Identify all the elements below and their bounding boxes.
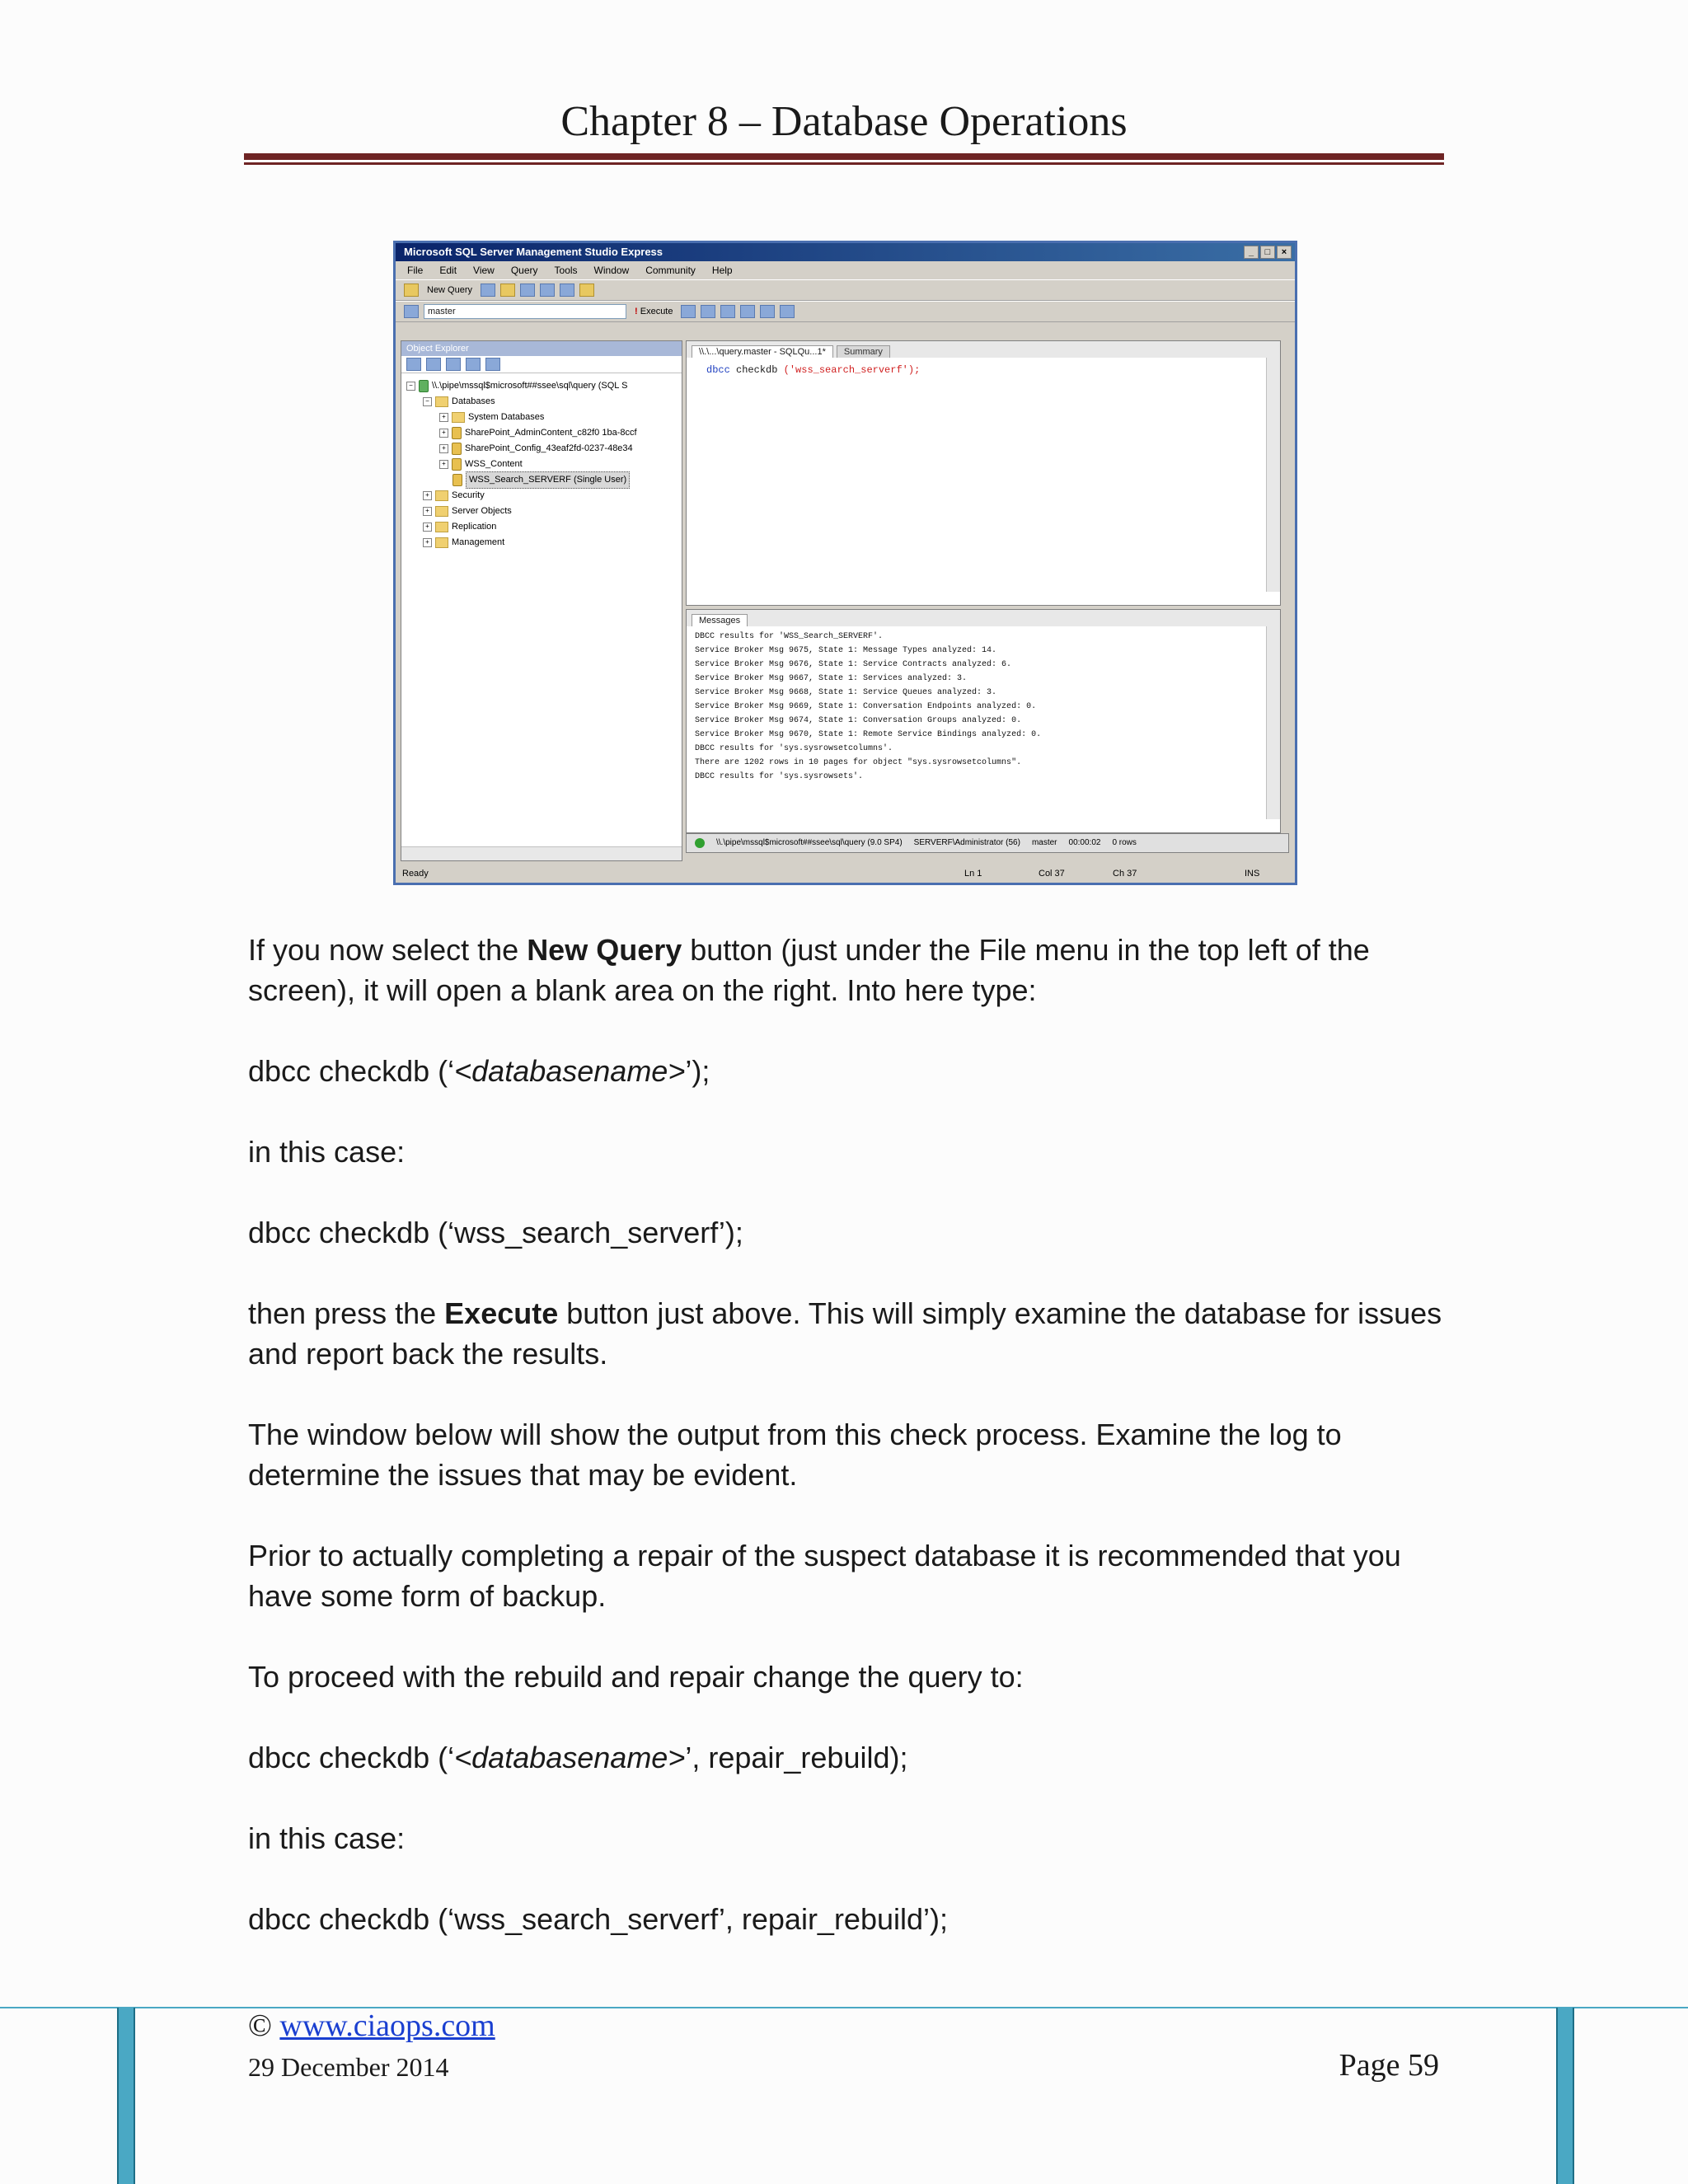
text: dbcc checkdb (‘ xyxy=(248,1741,455,1774)
vertical-scrollbar[interactable] xyxy=(1266,358,1280,592)
server-icon xyxy=(419,380,429,392)
bold-text: Execute xyxy=(444,1296,559,1330)
bold-text: New Query xyxy=(527,933,682,967)
expand-icon[interactable]: + xyxy=(423,538,432,547)
expand-icon[interactable]: + xyxy=(439,444,448,453)
tree-item-label: SharePoint_Config_43eaf2fd-0237-48e34 xyxy=(465,443,633,453)
command-template xyxy=(248,1051,1451,1091)
status-elapsed: 00:00:02 xyxy=(1068,838,1101,847)
menu-window[interactable]: Window xyxy=(593,265,630,276)
database-icon xyxy=(452,427,462,439)
tree-item-label: System Databases xyxy=(468,412,545,422)
message-line: DBCC results for 'WSS_Search_SERVERF'. xyxy=(695,632,884,641)
toolbar-icon[interactable] xyxy=(760,305,775,318)
tree-item-selected[interactable] xyxy=(401,472,682,488)
code-command: checkdb xyxy=(736,364,778,376)
object-explorer xyxy=(401,340,682,861)
tree-item[interactable] xyxy=(401,394,682,410)
tree-item-label: Management xyxy=(452,537,505,547)
sql-editor-toolbar xyxy=(396,301,1295,322)
status-ins: INS xyxy=(1245,869,1260,879)
database-icon xyxy=(452,458,462,471)
tree-item[interactable] xyxy=(401,425,682,441)
expand-icon[interactable]: + xyxy=(439,460,448,469)
tree-item-label: SharePoint_AdminContent_c82f0 1ba-8ccf xyxy=(465,428,637,438)
status-rows: 0 rows xyxy=(1112,838,1137,847)
save-all-icon[interactable] xyxy=(540,284,555,297)
window-titlebar xyxy=(396,243,1295,261)
paragraph-backup: Prior to actually completing a repair of the suspect database it is recommended that you have some form of backup. xyxy=(248,1539,1401,1613)
menu-edit[interactable]: Edit xyxy=(439,265,457,276)
results-tabs xyxy=(687,610,1280,626)
paragraph-execute xyxy=(248,1293,1451,1374)
tab-query[interactable]: \\.\...\query.master - SQLQu...1* xyxy=(692,345,833,358)
menu-file[interactable]: File xyxy=(407,265,424,276)
command-example: dbcc checkdb (‘wss_search_serverf’); xyxy=(248,1216,743,1249)
tree-item[interactable] xyxy=(401,378,682,394)
header-rule xyxy=(244,153,1444,160)
footer-copyright xyxy=(248,2008,495,2044)
vertical-scrollbar[interactable] xyxy=(1266,626,1280,819)
object-tree xyxy=(401,373,682,551)
query-code[interactable] xyxy=(687,358,1280,382)
window-title: Microsoft SQL Server Management Studio Express xyxy=(404,246,663,258)
database-icon xyxy=(452,443,462,455)
tree-item[interactable] xyxy=(401,410,682,425)
parse-icon[interactable] xyxy=(681,305,696,318)
query-editor[interactable] xyxy=(686,340,1281,606)
header-rule-thin xyxy=(244,162,1444,165)
text: ’); xyxy=(685,1054,710,1088)
toolbar-icon[interactable] xyxy=(560,284,574,297)
maximize-icon[interactable]: □ xyxy=(1260,246,1275,259)
window-controls xyxy=(1244,246,1292,259)
footer-bar-right xyxy=(1556,2008,1574,2184)
folder-icon xyxy=(435,522,448,532)
code-string: ('wss_search_serverf'); xyxy=(783,364,921,376)
footer-date: 29 December 2014 xyxy=(248,2052,449,2082)
status-col: Col 37 xyxy=(1039,869,1065,879)
database-icon xyxy=(452,474,462,486)
tree-item-label: Databases xyxy=(452,396,495,406)
execute-label: Execute xyxy=(640,307,673,316)
command-repair-template xyxy=(248,1737,1451,1778)
website-link[interactable]: www.ciaops.com xyxy=(279,2008,495,2043)
connect-icon[interactable] xyxy=(406,358,421,371)
messages-pane xyxy=(686,609,1281,833)
folder-icon xyxy=(452,412,465,423)
tree-item[interactable] xyxy=(401,457,682,472)
italic-text: <databasename> xyxy=(454,1054,686,1088)
minimize-icon[interactable]: _ xyxy=(1244,246,1259,259)
expand-icon[interactable]: + xyxy=(423,523,432,532)
folder-icon xyxy=(435,506,448,517)
message-line: DBCC results for 'sys.sysrowsets'. xyxy=(695,772,864,781)
text: button (just under the File menu in the top left of the screen), it will open a blank area on the right. Into here type: xyxy=(248,933,1370,1007)
save-icon[interactable] xyxy=(520,284,535,297)
tree-item-label: Replication xyxy=(452,522,497,532)
menu-query[interactable]: Query xyxy=(510,265,538,276)
expand-icon[interactable]: + xyxy=(439,429,448,438)
tree-item-label: WSS_Search_SERVERF (Single User) xyxy=(466,471,630,489)
copyright-symbol: © xyxy=(248,2008,272,2043)
tree-item[interactable] xyxy=(401,441,682,457)
text: ’, repair_rebuild); xyxy=(685,1741,908,1774)
message-line: Service Broker Msg 9667, State 1: Services analyzed: 3. xyxy=(695,674,968,683)
ssms-screenshot xyxy=(393,241,1297,885)
database-select[interactable]: master xyxy=(424,304,626,319)
disconnect-icon[interactable] xyxy=(426,358,441,371)
editor-tabs xyxy=(687,341,1280,358)
folder-icon xyxy=(435,537,448,548)
folder-icon xyxy=(435,490,448,501)
expand-icon[interactable]: + xyxy=(439,413,448,422)
object-explorer-title: Object Explorer xyxy=(401,341,682,356)
text: button just above. This will simply examine the database for issues and report back the results. xyxy=(248,1296,1442,1371)
tab-summary[interactable]: Summary xyxy=(837,345,890,358)
status-user: SERVERF\Administrator (56) xyxy=(913,838,1020,847)
cancel-query-icon[interactable] xyxy=(701,305,715,318)
menu-bar xyxy=(396,261,1295,279)
toolbar-icon[interactable] xyxy=(740,305,755,318)
new-query-button[interactable]: New Query xyxy=(427,285,473,295)
toolbar-icon[interactable] xyxy=(780,305,795,318)
menu-community[interactable]: Community xyxy=(645,265,696,276)
status-bar xyxy=(396,865,1295,883)
collapse-icon[interactable]: − xyxy=(423,397,432,406)
paragraph-proceed: To proceed with the rebuild and repair change the query to: xyxy=(248,1660,1024,1694)
message-line: Service Broker Msg 9670, State 1: Remote Service Bindings analyzed: 0. xyxy=(695,730,1042,739)
menu-tools[interactable]: Tools xyxy=(554,265,578,276)
text: dbcc checkdb (‘ xyxy=(248,1054,455,1088)
status-line: Ln 1 xyxy=(964,869,982,879)
horizontal-scrollbar[interactable] xyxy=(401,846,682,860)
stop-icon[interactable] xyxy=(446,358,461,371)
refresh-icon[interactable] xyxy=(466,358,481,371)
menu-view[interactable]: View xyxy=(473,265,495,276)
paragraph-new-query xyxy=(248,930,1451,1010)
message-output xyxy=(687,626,1280,823)
status-ch: Ch 37 xyxy=(1113,869,1137,879)
tab-messages[interactable]: Messages xyxy=(692,614,748,626)
paragraph-in-this-case: in this case: xyxy=(248,1135,406,1169)
filter-icon[interactable] xyxy=(485,358,500,371)
open-file-icon[interactable] xyxy=(481,284,495,297)
folder-icon xyxy=(435,396,448,407)
status-connection: \\.\pipe\mssql$microsoft##ssee\sql\query (9.0 SP4) xyxy=(716,838,903,847)
chapter-title: Chapter 8 – Database Operations xyxy=(560,98,1128,145)
text: If you now select the xyxy=(248,933,528,967)
command-repair-example: dbcc checkdb (‘wss_search_serverf’, repair_rebuild’); xyxy=(248,1902,949,1936)
tree-item[interactable] xyxy=(401,519,682,535)
message-line: Service Broker Msg 9674, State 1: Conversation Groups analyzed: 0. xyxy=(695,716,1022,725)
tree-item[interactable] xyxy=(401,488,682,504)
message-line: Service Broker Msg 9668, State 1: Service Queues analyzed: 3. xyxy=(695,688,997,697)
new-query-icon xyxy=(404,284,419,297)
message-line: DBCC results for 'sys.sysrowsetcolumns'. xyxy=(695,744,893,753)
paragraph-output: The window below will show the output from this check process. Examine the log to determine the issues that may be evident. xyxy=(248,1418,1342,1492)
page-number: Page 59 xyxy=(1339,2048,1439,2083)
tree-item[interactable] xyxy=(401,504,682,519)
message-line: Service Broker Msg 9669, State 1: Conversation Endpoints analyzed: 0. xyxy=(695,702,1037,711)
close-icon[interactable]: × xyxy=(1277,246,1292,259)
message-line: There are 1202 rows in 10 pages for object "sys.sysrowsetcolumns". xyxy=(695,758,1022,767)
footer-bar-left xyxy=(117,2008,135,2184)
open-folder-icon[interactable] xyxy=(500,284,515,297)
status-database: master xyxy=(1031,838,1057,847)
toolbar-icon[interactable] xyxy=(579,284,594,297)
connect-icon[interactable] xyxy=(404,305,419,318)
query-status-bar xyxy=(686,833,1289,853)
execute-button[interactable]: ! Execute xyxy=(635,307,673,316)
explorer-toolbar xyxy=(401,356,682,373)
message-line: Service Broker Msg 9675, State 1: Message Types analyzed: 14. xyxy=(695,646,997,655)
success-icon xyxy=(695,838,705,848)
tree-item[interactable] xyxy=(401,535,682,551)
expand-icon[interactable]: + xyxy=(423,491,432,500)
menu-help[interactable]: Help xyxy=(711,265,733,276)
code-keyword: dbcc xyxy=(706,364,730,376)
tree-item-label: Security xyxy=(452,490,485,500)
toolbar-icon[interactable] xyxy=(720,305,735,318)
italic-text: <databasename> xyxy=(454,1741,686,1774)
status-ready: Ready xyxy=(402,869,429,879)
expand-icon[interactable]: + xyxy=(423,507,432,516)
text: then press the xyxy=(248,1296,445,1330)
message-line: Service Broker Msg 9676, State 1: Service Contracts analyzed: 6. xyxy=(695,660,1012,669)
paragraph-in-this-case-2: in this case: xyxy=(248,1821,406,1855)
standard-toolbar xyxy=(396,279,1295,301)
tree-item-label: Server Objects xyxy=(452,506,512,516)
tree-item-label: \\.\pipe\mssql$microsoft##ssee\sql\query (SQL S xyxy=(432,381,628,391)
collapse-icon[interactable]: − xyxy=(406,382,415,391)
tree-item-label: WSS_Content xyxy=(465,459,523,469)
